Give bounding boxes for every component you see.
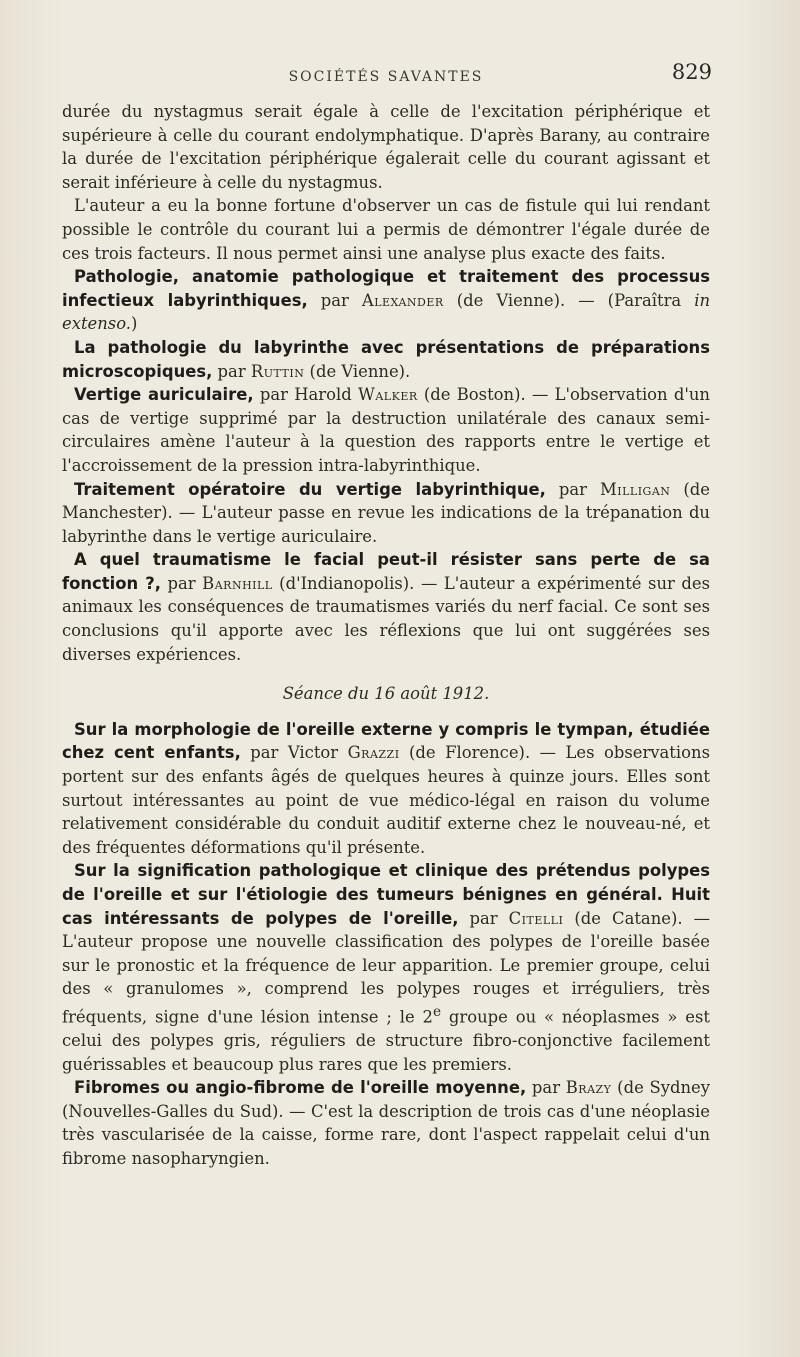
entry-title: Pathologie, anatomie pathologique et traitement des processus infectieux labyrinthiques, (62, 267, 710, 310)
entry-text: (de Boston). — L'observation d'un cas de vertige supprimé par la destruction unilatérale des canaux semi-circulaires amène l'auteur à la question des rapports entre le vertige et l'accroissement de la pression intra-labyrinthique. (62, 385, 710, 475)
entry-par: par Harold (253, 385, 358, 405)
page-number: 829 (671, 60, 712, 84)
entry-author: Citelli (508, 908, 564, 928)
entry-text-continued: groupe ou « néoplasmes » est celui des polypes gris, réguliers de structure fibro-conjonctive facilement guérissables et beaucoup plus rares que les premiers. (62, 1007, 710, 1074)
entry-title: A quel traumatisme le facial peut-il résister sans perte de sa fonction ?, (62, 550, 710, 593)
paragraph-nystagmus: durée du nystagmus serait égale à celle de l'excitation périphérique et supérieure à celle du courant endolymphatique. D'après Barany, au contraire la durée de l'excitation périphérique égalerait celle du courant agissant et serait inférieure à celle du nystagmus. (62, 102, 710, 192)
entry-ruttin (62, 336, 710, 383)
entry-alexander (62, 265, 710, 336)
entry-author: Ruttin (250, 361, 305, 381)
entry-text: (de Catane). — L'auteur propose une nouvelle classification des polypes de l'oreille basée sur le pronostic et la fréquence de leur apparition. Le premier groupe, celui des « granulomes », comprend les polypes rouges et irréguliers, très fréquents, signe d'une lésion intense ; le 2 (62, 908, 710, 1027)
entry-author: Barnhill (202, 573, 273, 593)
entry-par: par (526, 1078, 566, 1098)
entry-barnhill (62, 548, 710, 666)
entry-title: La pathologie du labyrinthe avec présentations de préparations microscopiques, (62, 337, 710, 381)
entry-italic: in extenso. (62, 290, 711, 334)
entry-par: par (545, 479, 600, 499)
entry-brazy (62, 1076, 710, 1170)
entry-text: (de Sydney (Nouvelles-Galles du Sud). — C'est la description de trois cas d'une néoplasie très vascularisée de la caisse, forme rare, dont l'aspect rappelait celui d'un fibrome nasopharyngien. (62, 1078, 710, 1168)
entry-walker (62, 383, 710, 477)
paragraph-fistule: L'auteur a eu la bonne fortune d'observer un cas de fistule qui lui rendant possible le contrôle du courant lui a permis de démontrer l'égale durée de ces trois facteurs. Il nous permet ainsi une analyse plus exacte des faits. (62, 196, 710, 263)
entry-text: (de Vienne). — (Paraîtra (443, 290, 695, 310)
entry-text: (de Manchester). — L'auteur passe en revue les indications de la trépanation du labyrinthe dans le vertige auriculaire. (62, 479, 710, 546)
body-text (62, 100, 710, 1171)
entry-title: Traitement opératoire du vertige labyrinthique, (74, 479, 546, 499)
entry-author: Brazy (565, 1078, 612, 1098)
entry-grazzi (62, 718, 710, 860)
running-title: SOCIÉTÉS SAVANTES (288, 69, 484, 85)
entry-author: Alexander (361, 290, 444, 310)
entry-title: Sur la signification pathologique et clinique des prétendus polypes de l'oreille et sur l'étiologie des tumeurs bénignes en général. Huit cas intéressants de polypes de l'oreille, (62, 861, 710, 928)
entry-milligan (62, 478, 710, 549)
entry-title: Fibromes ou angio-fibrome de l'oreille moyenne, (74, 1078, 527, 1098)
entry-text: (de Florence). — Les observations portent sur des enfants âgés de quelques heures à quinze jours. Elles sont surtout intéressantes au point de vue médico-légal en raison du volume relativement considérable du conduit auditif externe chez le nouveau-né, et des fréquentes déformations qu'il présente. (62, 743, 710, 857)
entry-par: par (160, 573, 203, 593)
entry-text: (de Vienne). (304, 361, 411, 381)
entry-par: par (458, 908, 509, 928)
running-head (62, 60, 710, 100)
session-heading: Séance du 16 août 1912. (282, 684, 490, 704)
entry-author: Milligan (599, 479, 671, 499)
entry-title: Vertige auriculaire, (74, 385, 254, 405)
entry-par: par (307, 290, 362, 310)
entry-author: Walker (358, 385, 418, 405)
entry-title: Sur la morphologie de l'oreille externe y compris le tympan, étudiée chez cent enfants, (62, 719, 710, 763)
entry-par: par (212, 361, 251, 381)
entry-citelli (62, 859, 710, 1076)
entry-text: (d'Indianopolis). — L'auteur a expérimenté sur des animaux les conséquences de traumatismes variés du nerf facial. Ce sont ses conclusions qu'il apporte avec les réflexions que lui ont suggérées ses diverses expériences. (62, 573, 710, 664)
entry-par: par Victor (240, 743, 348, 763)
entry-author: Grazzi (347, 743, 400, 763)
superscript: e (432, 1003, 442, 1020)
entry-end: ) (131, 314, 138, 334)
